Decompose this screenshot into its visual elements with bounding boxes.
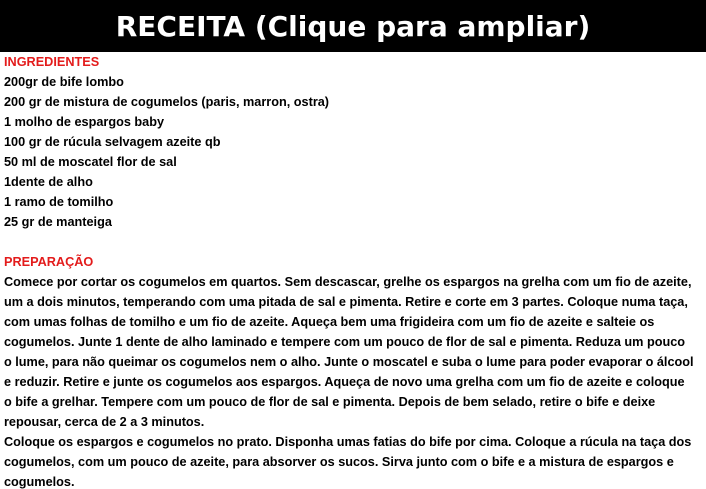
ingredient-item: 1dente de alho <box>4 175 93 189</box>
preparation-line: o lume, para não queimar os cogumelos nem o alho. Junte o moscatel e suba o lume para poder evaporar o álcool <box>4 355 694 369</box>
preparation-text <box>4 272 702 489</box>
preparation-line: com umas folhas de tomilho e um fio de azeite. Aqueça bem uma frigideira com um fio de azeite e salteie os <box>4 315 655 329</box>
recipe-banner[interactable] <box>0 0 706 52</box>
ingredient-item: 200 gr de mistura de cogumelos (paris, marron, ostra) <box>4 95 330 109</box>
ingredient-item: 1 ramo de tomilho <box>4 195 114 209</box>
preparation-line: cogumelos. Junte 1 dente de alho laminado e tempere com um pouco de flor de sal e pimenta. Reduza um pouco <box>4 335 686 349</box>
preparation-line: repousar, cerca de 2 a 3 minutos. <box>4 415 205 429</box>
preparation-line: um a dois minutos, temperando com uma pitada de sal e pimenta. Retire e corte em 3 partes. Coloque numa taça, <box>4 295 688 309</box>
preparation-line: o bife a grelhar. Tempere com um pouco de flor de sal e pimenta. Depois de bem selado, retire o bife e deixe <box>4 395 656 409</box>
section-spacer <box>4 232 702 252</box>
banner-title[interactable]: RECEITA (Clique para ampliar) <box>115 9 591 43</box>
preparation-line: cogumelos. <box>4 475 75 489</box>
ingredient-item: 50 ml de moscatel flor de sal <box>4 155 177 169</box>
ingredient-item: 200gr de bife lombo <box>4 75 124 89</box>
preparation-line: Coloque os espargos e cogumelos no prato. Disponha umas fatias do bife por cima. Coloque a rúcula na taça dos <box>4 435 692 449</box>
preparation-line: cogumelos, com um pouco de azeite, para absorver os sucos. Sirva junto com o bife e a mistura de espargos e <box>4 455 674 469</box>
ingredients-list <box>4 72 702 232</box>
recipe-content <box>4 52 702 489</box>
preparation-heading: PREPARAÇÃO <box>4 255 94 269</box>
preparation-line: e reduzir. Retire e junte os cogumelos aos espargos. Aqueça de novo uma grelha com um fio de azeite e coloque <box>4 375 685 389</box>
preparation-line: Comece por cortar os cogumelos em quartos. Sem descascar, grelhe os espargos na grelha com um fio de azeite, <box>4 275 692 289</box>
ingredient-item: 25 gr de manteiga <box>4 215 112 229</box>
ingredient-item: 100 gr de rúcula selvagem azeite qb <box>4 135 221 149</box>
ingredients-heading: INGREDIENTES <box>4 55 100 69</box>
ingredient-item: 1 molho de espargos baby <box>4 115 165 129</box>
